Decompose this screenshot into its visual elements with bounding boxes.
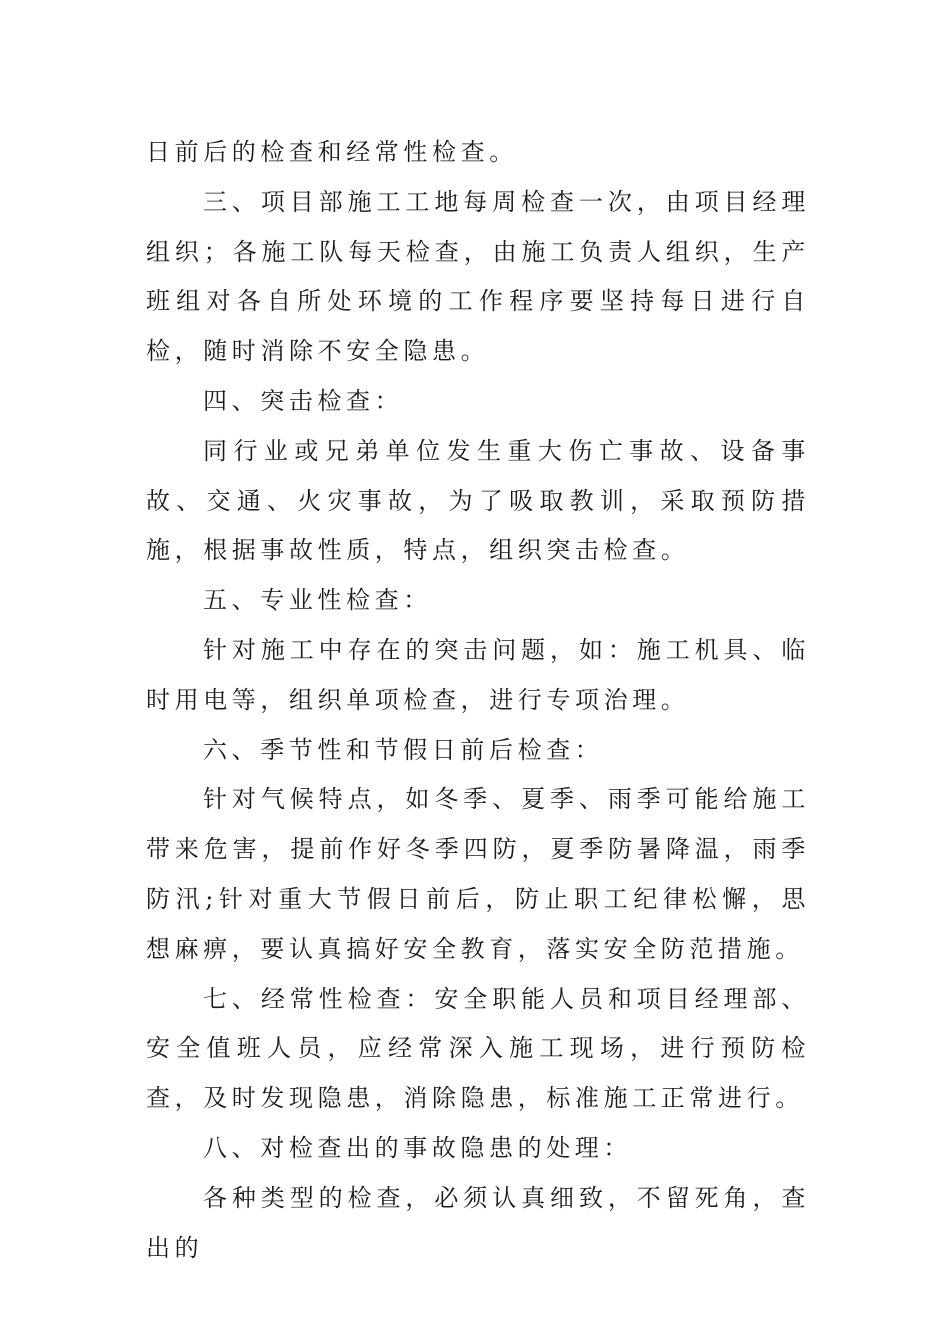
paragraph-item-3: 三、项目部施工工地每周检查一次，由项目经理组织；各施工队每天检查，由施工负责人组织，生产班组对各自所处环境的工作程序要坚持每日进行自检，随时消除不安全隐患。 (146, 187, 810, 366)
heading-item-4: 四、突击检查： (203, 386, 404, 415)
heading-item-5: 五、专业性检查： (203, 586, 432, 615)
heading-item-6: 六、季节性和节假日前后检查： (203, 735, 604, 764)
paragraph-item-6-body: 针对气候特点，如冬季、夏季、雨季可能给施工带来危害，提前作好冬季四防，夏季防暑降温，雨季防汛;针对重大节假日前后，防止职工纪律松懈，思想麻痹，要认真搞好安全教育，落实安全防范措施。 (146, 785, 810, 963)
heading-item-8: 八、对检查出的事故隐患的处理： (203, 1133, 632, 1162)
paragraph-continuation: 日前后的检查和经常性检查。 (146, 138, 518, 166)
document-body (146, 128, 810, 1273)
paragraph-item-8-body: 各种类型的检查，必须认真细致，不留死角，查出的 (146, 1183, 810, 1262)
paragraph-item-5-body: 针对施工中存在的突击问题，如：施工机具、临时用电等，组织单项检查，进行专项治理。 (146, 635, 810, 714)
paragraph-item-7: 七、经常性检查：安全职能人员和项目经理部、安全值班人员，应经常深入施工现场，进行预防检查，及时发现隐患，消除隐患，标准施工正常进行。 (146, 984, 810, 1113)
paragraph-item-4-body: 同行业或兄弟单位发生重大伤亡事故、设备事故、交通、火灾事故，为了吸取教训，采取预防措施，根据事故性质，特点，组织突击检查。 (146, 436, 810, 565)
